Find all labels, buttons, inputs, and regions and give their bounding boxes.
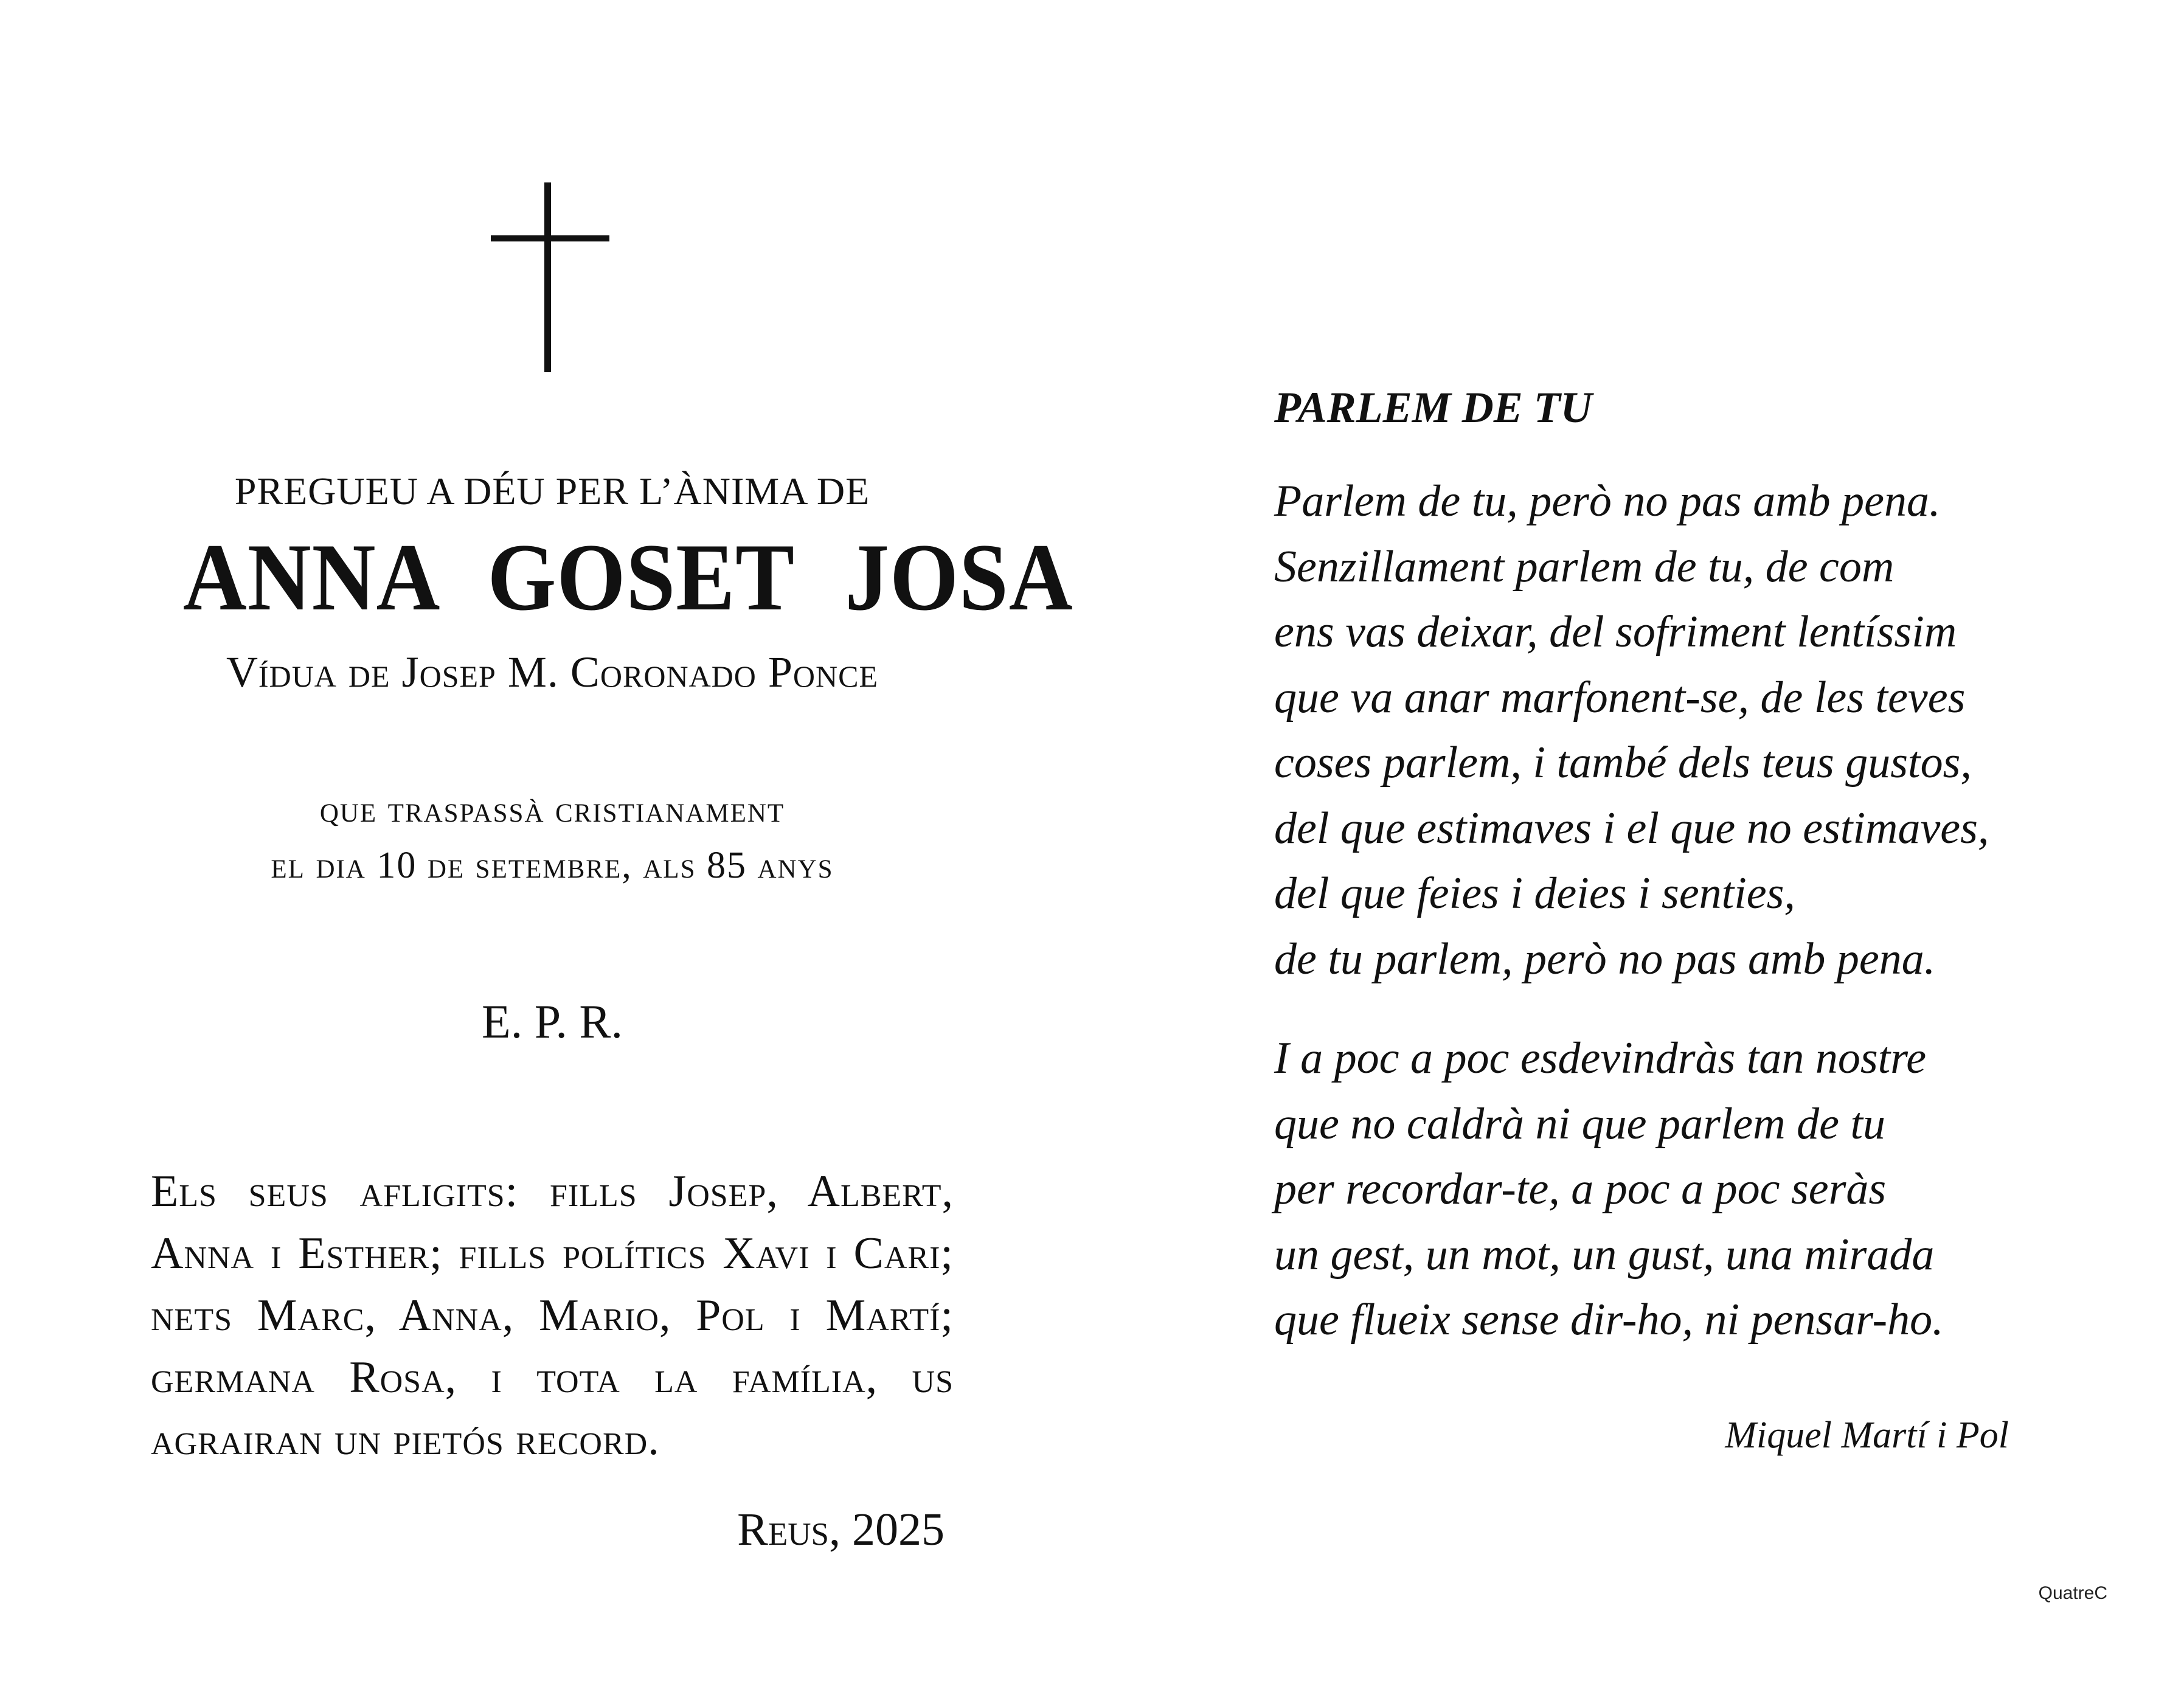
poem-line: que no caldrà ni que parlem de tu	[1274, 1098, 1885, 1149]
cross-icon	[491, 182, 609, 372]
poem-line: un gest, un mot, un gust, una mirada	[1274, 1229, 1935, 1280]
poem-line: Parlem de tu, però no pas amb pena.	[1274, 476, 1941, 526]
poem-title: PARLEM DE TU	[1274, 383, 1592, 432]
rip-abbreviation: E. P. R.	[482, 995, 623, 1048]
widow-line: Vídua de Josep M. Coronado Ponce	[226, 648, 879, 696]
poem-line: del que feies i deies i senties,	[1274, 868, 1795, 918]
poem-line: I a poc a poc esdevindràs tan nostre	[1274, 1033, 1927, 1083]
deceased-name: ANNA GOSET JOSA	[182, 524, 1073, 631]
poem-line: de tu parlem, però no pas amb pena.	[1274, 934, 1936, 984]
poem-line: que flueix sense dir-ho, ni pensar-ho.	[1274, 1295, 1944, 1345]
poem-right-panel	[1274, 0, 2022, 1681]
poem-stanza-1	[1274, 469, 1989, 992]
memorial-left-panel	[151, 0, 1073, 1681]
poem-line: que va anar marfonent-se, de les teves	[1274, 672, 1966, 723]
place-and-year: Reus, 2025	[737, 1504, 945, 1555]
poem-line: Senzillament parlem de tu, de com	[1274, 541, 1895, 592]
cross-icon-horizontal-bar	[491, 235, 609, 241]
mourners-paragraph: Els seus afligits: fills Josep, Albert, Anna i Esther; fills polítics Xavi i Cari; nets Marc, Anna, Mario, Pol i Martí; germana Rosa, i tota la família, us agrairan un pietós record.	[151, 1166, 954, 1464]
poem-author: Miquel Martí i Pol	[1725, 1415, 2009, 1456]
poem-line: per recordar-te, a poc a poc seràs	[1274, 1164, 1887, 1214]
passing-notice	[151, 782, 954, 893]
poem-line: ens vas deixar, del sofriment lentíssim	[1274, 607, 1957, 657]
prayer-line: PREGUEU A DÉU PER L’ÀNIMA DE	[234, 470, 870, 513]
cross-icon-vertical-bar	[544, 182, 551, 372]
poem-line: del que estimaves i el que no estimaves,	[1274, 803, 1989, 853]
poem-stanza-2	[1274, 1026, 1944, 1353]
passing-line-1: que traspassà cristianament	[319, 789, 785, 830]
passing-line-2: el dia 10 de setembre, als 85 anys	[271, 845, 834, 886]
poem-line: coses parlem, i també dels teus gustos,	[1274, 738, 1972, 788]
printer-mark: QuatreC	[2038, 1583, 2107, 1603]
